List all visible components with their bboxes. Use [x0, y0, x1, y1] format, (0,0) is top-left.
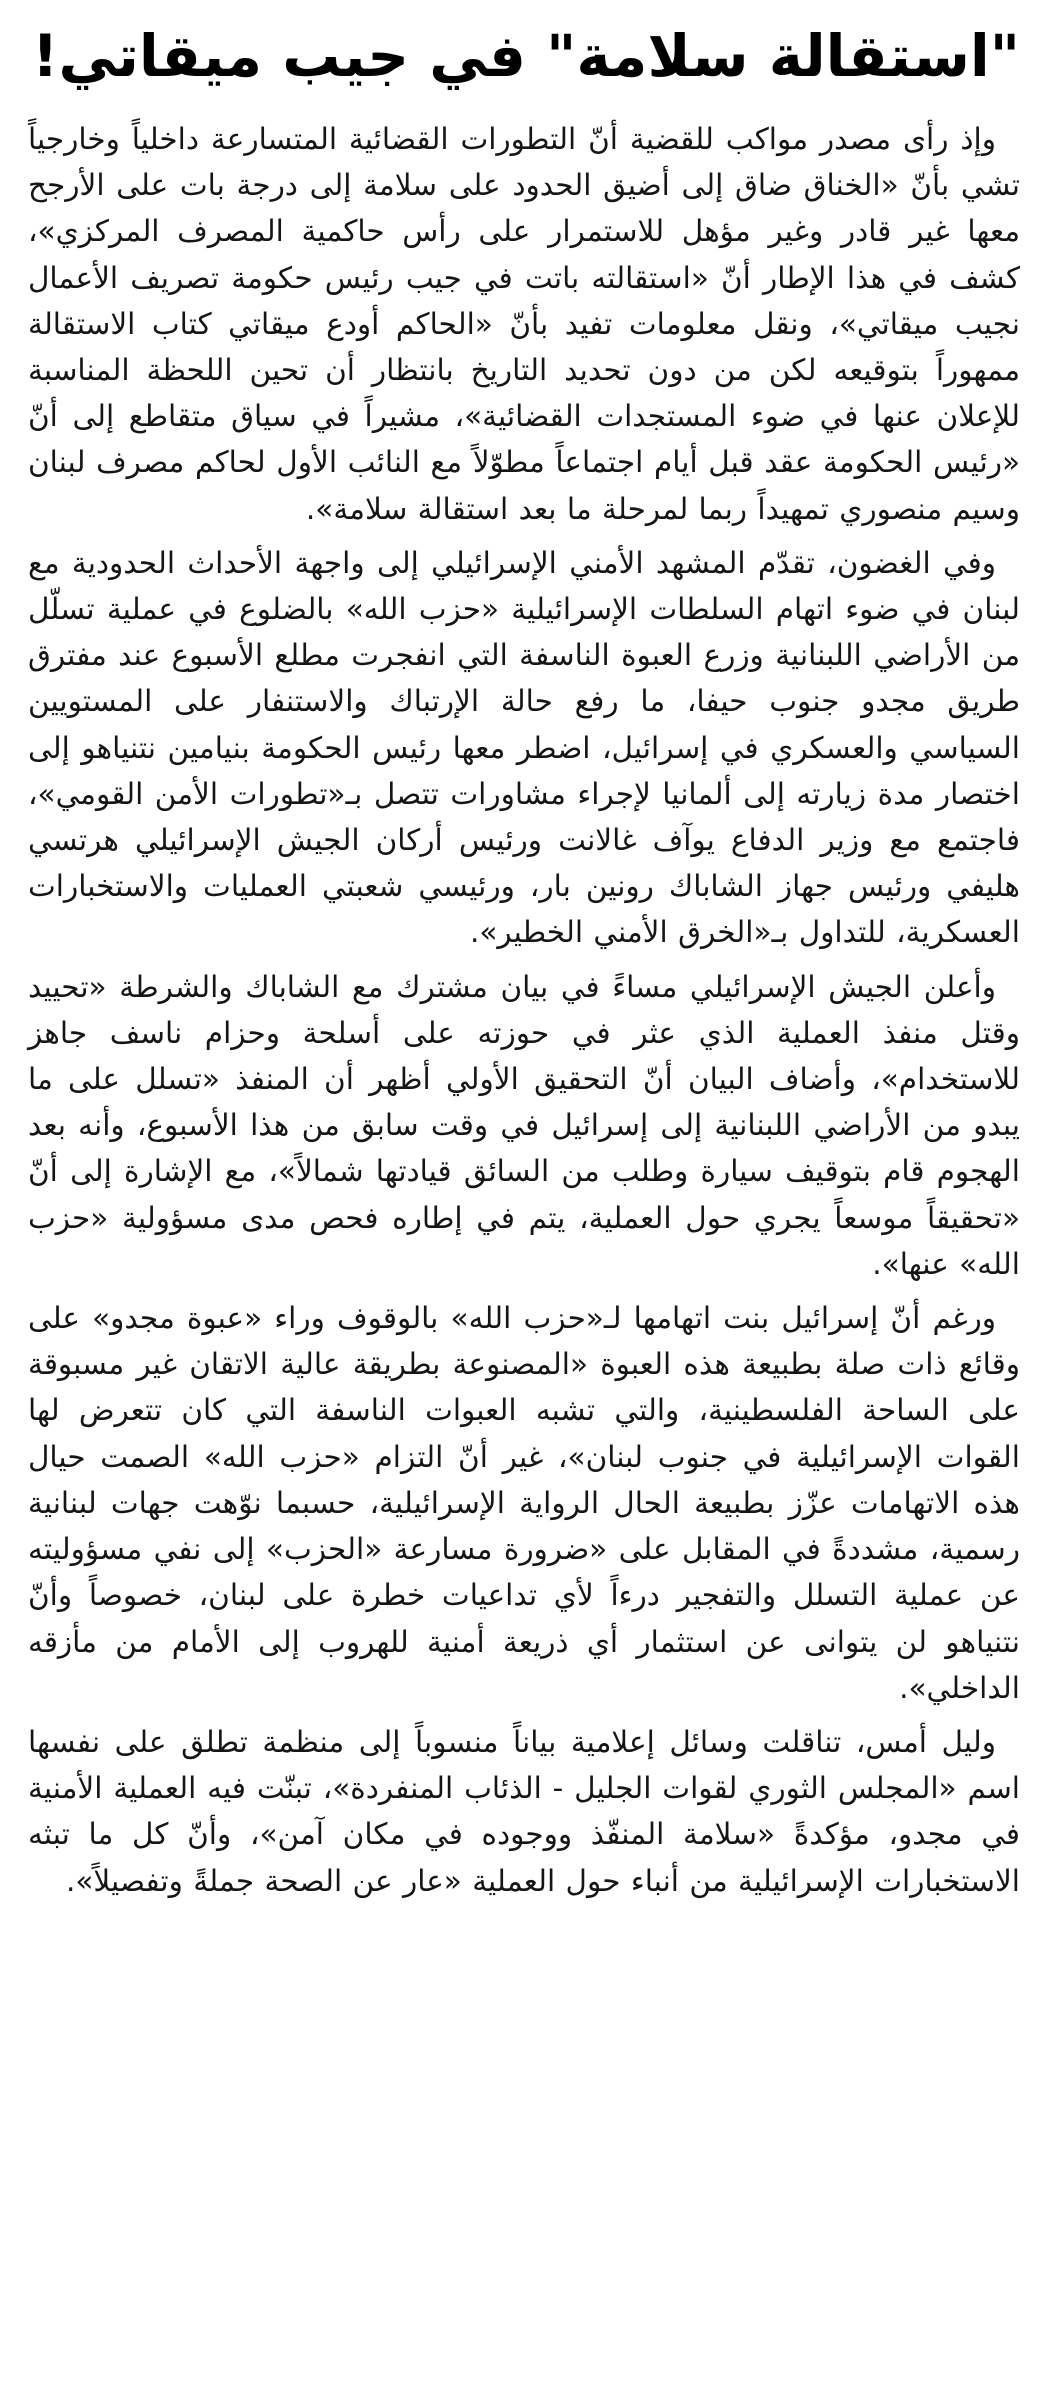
article-paragraph: ورغم أنّ إسرائيل بنت اتهامها لـ«حزب الله» بالوقوف وراء «عبوة مجدو» على وقائع ذات صلة بطبيعة هذه العبوة «المصنوعة بطريقة عالية الاتقان غير مسبوقة على الساحة الفلسطينية، والتي تشبه العبوات الناسفة التي كان تتعرض لها القوات الإسرائيلية في جنوب لبنان»، غير أنّ التزام «حزب الله» الصمت حيال هذه الاتهامات عزّز بطبيعة الحال الرواية الإسرائيلية، حسبما نوّهت جهات لبنانية رسمية، مشددةً في المقابل على «ضرورة مسارعة «الحزب» إلى نفي مسؤوليته عن عملية التسلل والتفجير درءاً لأي تداعيات خطرة على لبنان، خصوصاً وأنّ نتنياهو لن يتوانى عن استثمار أي ذريعة أمنية للهروب إلى الأمام من مأزقه الداخلي».: [28, 1301, 1020, 1705]
article-body: [28, 116, 1020, 1904]
article-paragraph: وفي الغضون، تقدّم المشهد الأمني الإسرائيلي إلى واجهة الأحداث الحدودية مع لبنان في ضوء اتهام السلطات الإسرائيلية «حزب الله» بالضلوع في عملية تسلّل من الأراضي اللبنانية وزرع العبوة الناسفة التي انفجرت مطلع الأسبوع عند مفترق طريق مجدو جنوب حيفا، ما رفع حالة الإرتباك والاستنفار على المستويين السياسي والعسكري في إسرائيل، اضطر معها رئيس الحكومة بنيامين نتنياهو إلى اختصار مدة زيارته إلى ألمانيا لإجراء مشاورات تتصل بـ«تطورات الأمن القومي»، فاجتمع مع وزير الدفاع يوآف غالانت ورئيس أركان الجيش الإسرائيلي هرتسي هليفي ورئيس جهاز الشاباك رونين بار، ورئيسي شعبتي العمليات والاستخبارات العسكرية، للتداول بـ«الخرق الأمني الخطير».: [28, 545, 1020, 950]
article-headline: "استقالة سلامة" في جيب ميقاتي!: [32, 22, 1020, 90]
news-article: [28, 18, 1020, 2398]
article-paragraph: وأعلن الجيش الإسرائيلي مساءً في بيان مشترك مع الشاباك والشرطة «تحييد وقتل منفذ العملية الذي عثر في حوزته على أسلحة وحزام ناسف جاهز للاستخدام»، وأضاف البيان أنّ التحقيق الأولي أظهر أن المنفذ «تسلل على ما يبدو من الأراضي اللبنانية إلى إسرائيل في وقت سابق من هذا الأسبوع، وأنه بعد الهجوم قام بتوقيف سيارة وطلب من السائق قيادتها شمالاً»، مع الإشارة إلى أنّ «تحقيقاً موسعاً يجري حول العملية، يتم في إطاره فحص مدى مسؤولية «حزب الله» عنها».: [28, 969, 1020, 1281]
article-paragraph: وليل أمس، تناقلت وسائل إعلامية بياناً منسوباً إلى منظمة تطلق على نفسها اسم «المجلس الثوري لقوات الجليل - الذئاب المنفردة»، تبنّت فيه العملية الأمنية في مجدو، مؤكدةً «سلامة المنفّذ ووجوده في مكان آمن»، وأنّ كل ما تبثه الاستخبارات الإسرائيلية من أنباء حول العملية «عار عن الصحة جملةً وتفصيلاً».: [28, 1724, 1020, 1898]
article-paragraph: وإذ رأى مصدر مواكب للقضية أنّ التطورات القضائية المتسارعة داخلياً وخارجياً تشي بأنّ «الخناق ضاق إلى أضيق الحدود على سلامة إلى درجة بات على الأرجح معها غير قادر وغير مؤهل للاستمرار على رأس حاكمية المصرف المركزي»، كشف في هذا الإطار أنّ «استقالته باتت في جيب رئيس حكومة تصريف الأعمال نجيب ميقاتي»، ونقل معلومات تفيد بأنّ «الحاكم أودع ميقاتي كتاب الاستقالة ممهوراً بتوقيعه لكن من دون تحديد التاريخ بانتظار أن تحين اللحظة المناسبة للإعلان عنها في ضوء المستجدات القضائية»، مشيراً في سياق متقاطع إلى أنّ «رئيس الحكومة عقد قبل أيام اجتماعاً مطوّلاً مع النائب الأول لحاكم مصرف لبنان وسيم منصوري تمهيداً ربما لمرحلة ما بعد استقالة سلامة».: [28, 122, 1020, 526]
